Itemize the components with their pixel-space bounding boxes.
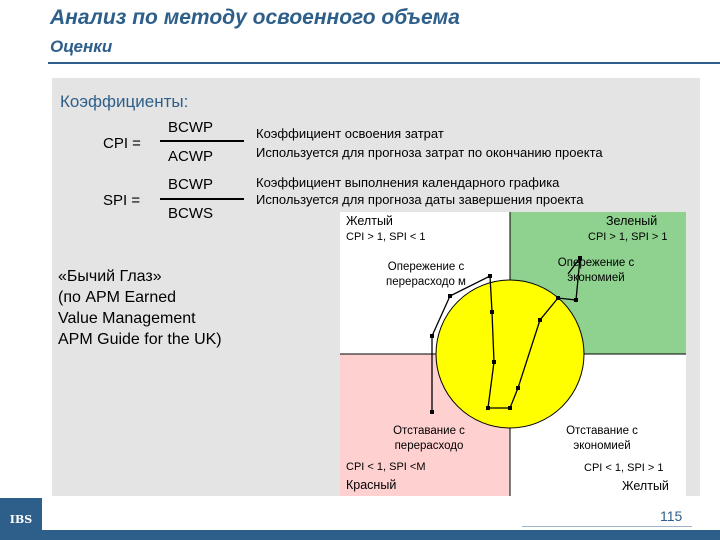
cpi-denominator: ACWP	[168, 148, 213, 165]
bottom-left-status: Отставание с перерасходо	[393, 425, 465, 452]
cpi-fraction-line	[160, 140, 244, 142]
page-number-rule	[522, 526, 692, 527]
bulls-eye-line2: (по APM Earned	[58, 289, 177, 306]
spi-denominator: BCWS	[168, 205, 213, 222]
target-circle	[436, 280, 584, 428]
spi-description: Коэффициент выполнения календарного графика	[256, 175, 560, 190]
footer-bar	[0, 530, 720, 540]
ibs-logo: IBS	[0, 498, 42, 540]
bottom-left-condition: CPI < 1, SPI <М	[346, 461, 426, 473]
bulls-eye-line1: «Бычий Глаз»	[58, 268, 162, 285]
top-left-status: Опережение с перерасходо м	[386, 261, 466, 288]
bulls-eye-line4: APM Guide for the UK)	[58, 331, 222, 348]
spi-label: SPI =	[103, 192, 141, 209]
cpi-description: Коэффициент освоения затрат	[256, 126, 444, 141]
spi-numerator: BCWP	[168, 176, 213, 193]
bulls-eye-line3: Value Management	[58, 310, 196, 327]
top-left-color-name: Желтый	[346, 214, 393, 228]
title-rule	[48, 62, 720, 64]
spi-fraction-line	[160, 198, 244, 200]
cpi-label: CPI =	[103, 135, 141, 152]
coefficients-heading: Коэффициенты:	[60, 92, 189, 111]
bottom-right-color-name: Желтый	[622, 479, 669, 493]
bulls-eye-caption	[58, 266, 222, 350]
slide-subtitle: Оценки	[50, 37, 113, 56]
top-right-color-name: Зеленый	[606, 214, 658, 228]
spi-usage: Используется для прогноза даты завершения проекта	[256, 192, 584, 207]
bottom-right-status: Отставание с экономией	[566, 425, 638, 452]
cpi-numerator: BCWP	[168, 119, 213, 136]
bottom-right-condition: CPI < 1, SPI > 1	[584, 462, 664, 474]
slide-title: Анализ по методу освоенного объема	[50, 6, 460, 29]
top-right-status: Опережение с экономией	[557, 257, 635, 284]
cpi-usage: Используется для прогноза затрат по окончанию проекта	[256, 145, 603, 160]
top-right-condition: CPI > 1, SPI > 1	[588, 231, 668, 243]
top-left-condition: CPI > 1, SPI < 1	[346, 231, 426, 243]
bottom-left-color-name: Красный	[346, 478, 397, 492]
page-number: 115	[660, 508, 683, 524]
